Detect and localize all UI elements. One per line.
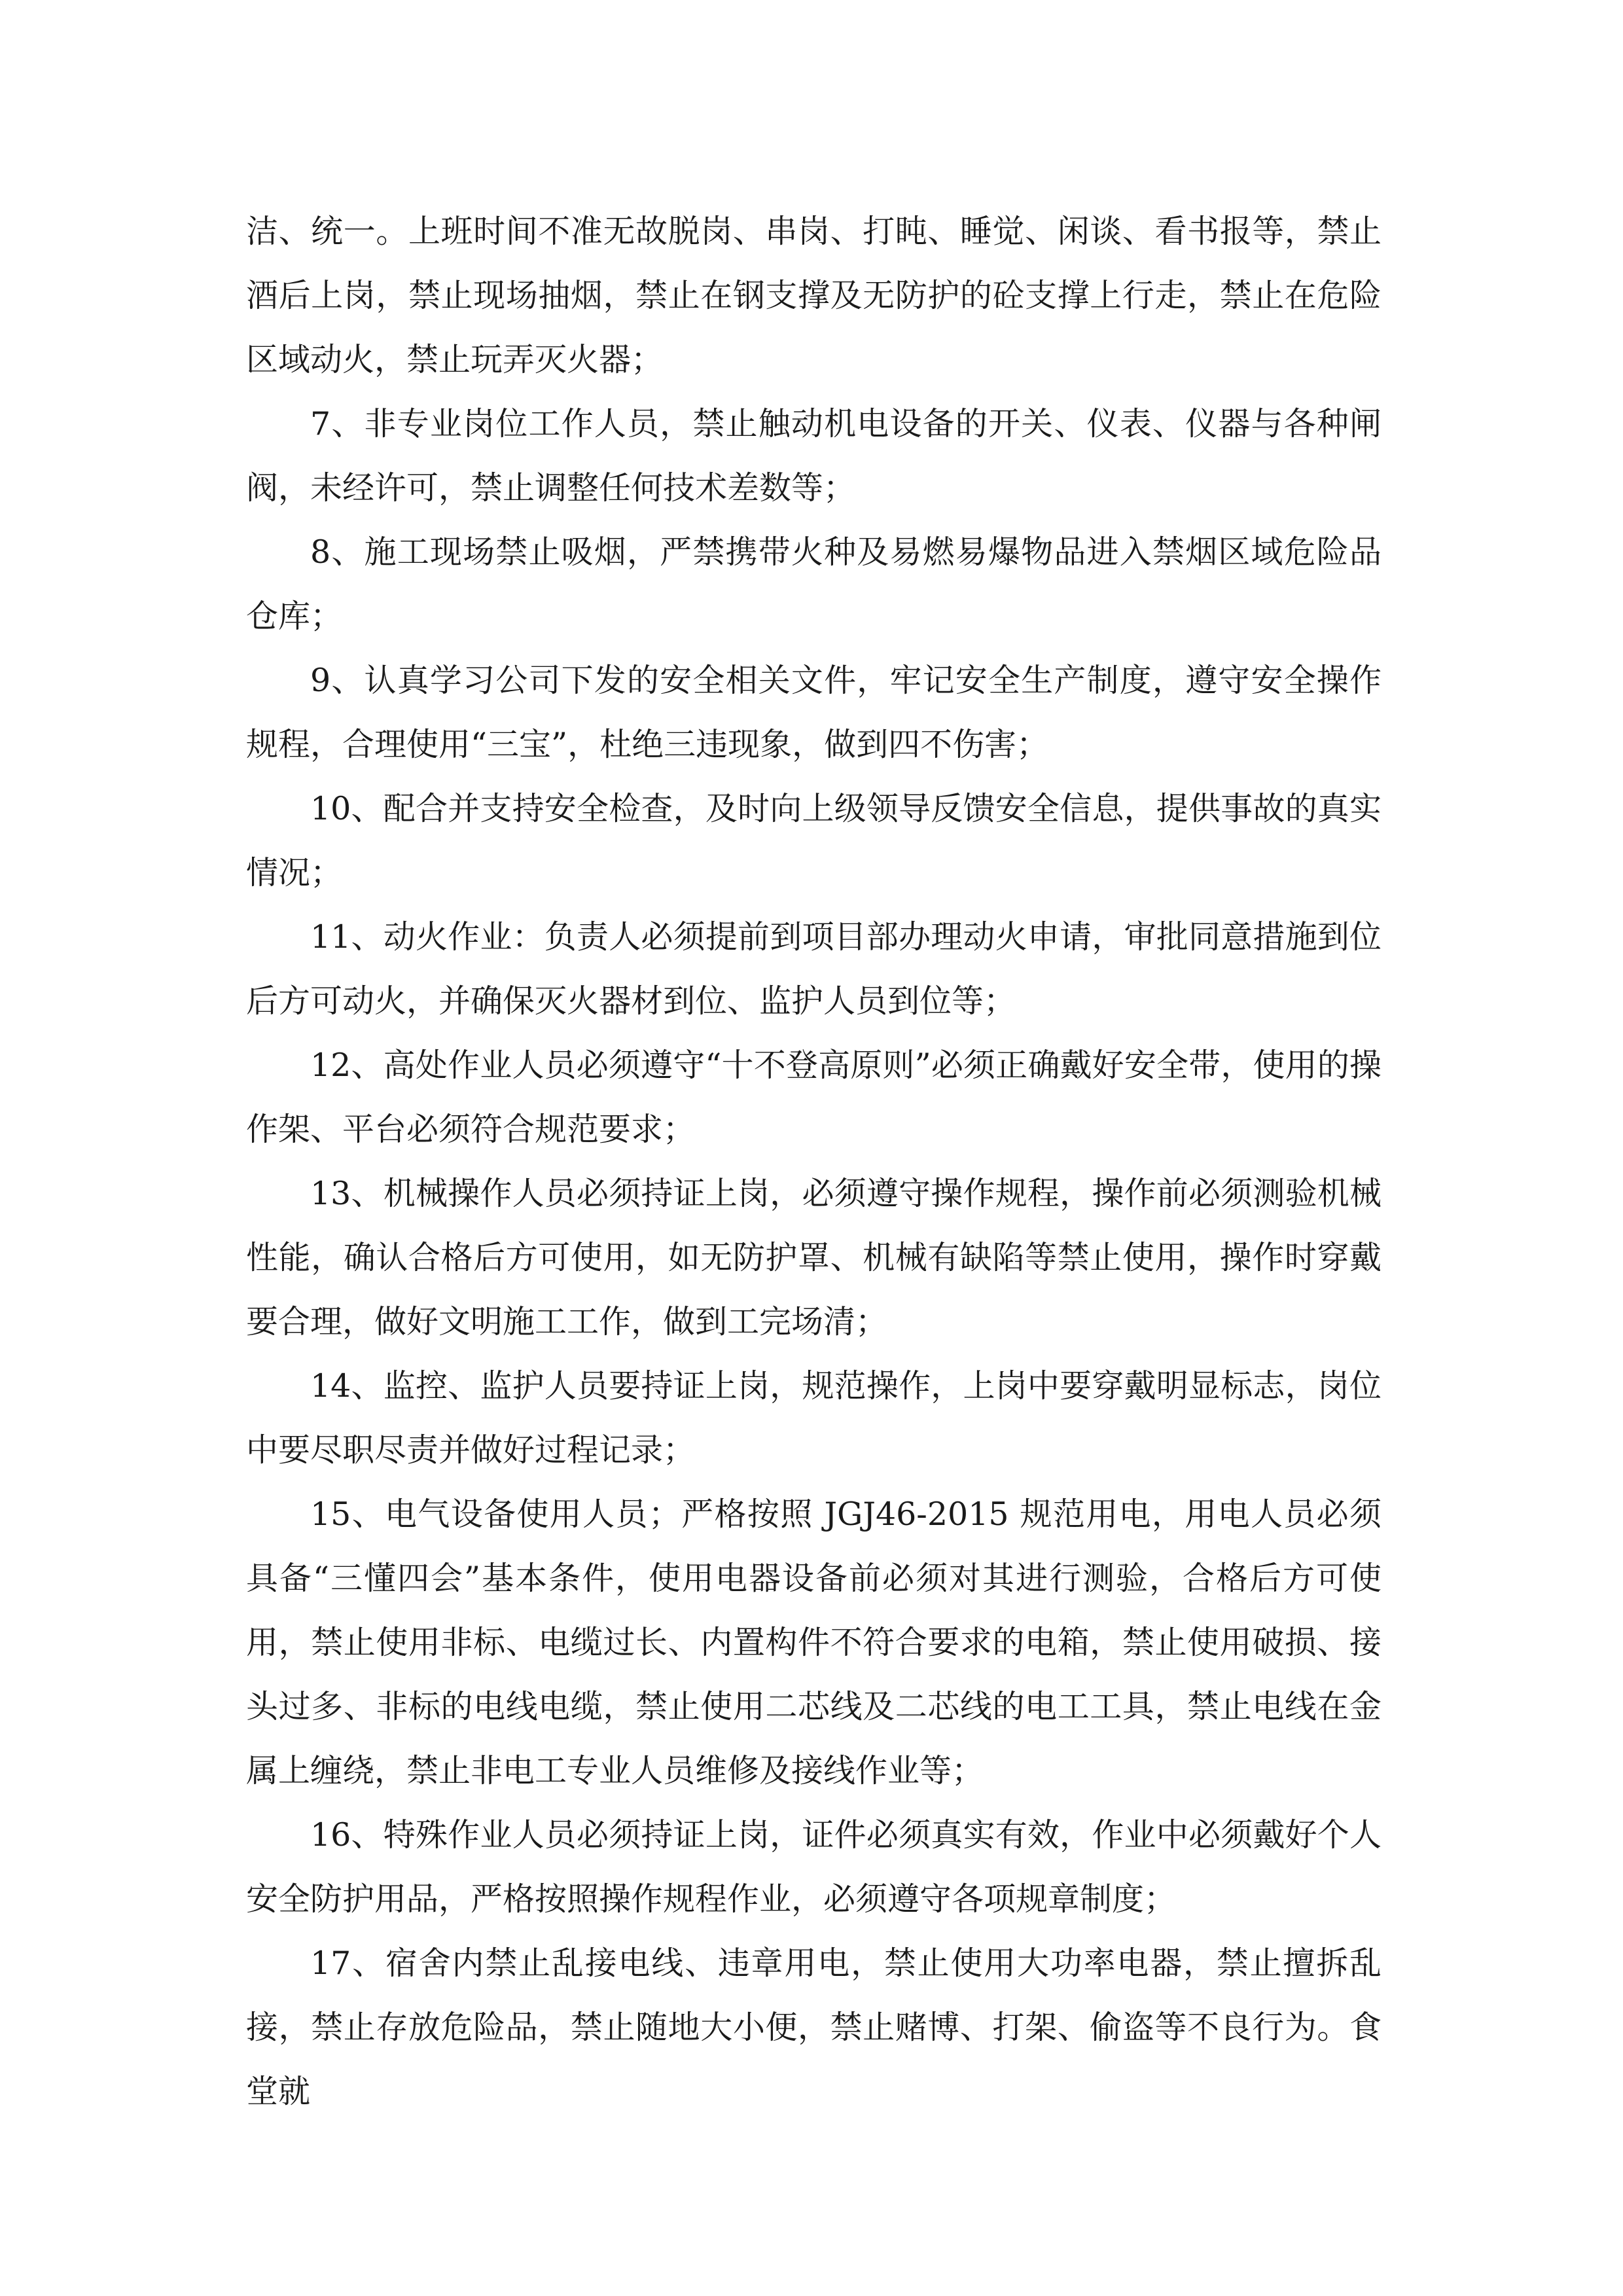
rule-item-8: 8、施工现场禁止吸烟，严禁携带火种及易燃易爆物品进入禁烟区域危险品仓库；: [246, 533, 1382, 635]
rule-item-16: 16、特殊作业人员必须持证上岗，证件必须真实有效，作业中必须戴好个人安全防护用品，严格按照操作规程作业，必须遵守各项规章制度；: [246, 1816, 1382, 1918]
paragraph-continuation: 洁、统一。上班时间不准无故脱岗、串岗、打盹、睡觉、闲谈、看书报等，禁止酒后上岗，禁止现场抽烟，禁止在钢支撑及无防护的砼支撑上行走，禁止在危险区域动火，禁止玩弄灭火器；: [246, 213, 1382, 378]
rule-item-17: 17、宿舍内禁止乱接电线、违章用电，禁止使用大功率电器，禁止擅拆乱接，禁止存放危险品，禁止随地大小便，禁止赌博、打架、偷盗等不良行为。食堂就: [246, 1945, 1382, 2110]
rule-item-12: 12、高处作业人员必须遵守“十不登高原则”必须正确戴好安全带，使用的操作架、平台必须符合规范要求；: [246, 1047, 1382, 1148]
rule-item-11: 11、动火作业：负责人必须提前到项目部办理动火申请，审批同意措施到位后方可动火，并确保灭火器材到位、监护人员到位等；: [246, 918, 1382, 1020]
rule-item-13: 13、机械操作人员必须持证上岗，必须遵守操作规程，操作前必须测验机械性能，确认合格后方可使用，如无防护罩、机械有缺陷等禁止使用，操作时穿戴要合理，做好文明施工工作，做到工完场清；: [246, 1175, 1382, 1340]
rule-item-7: 7、非专业岗位工作人员，禁止触动机电设备的开关、仪表、仪器与各种闸阀，未经许可，禁止调整任何技术差数等；: [246, 405, 1382, 507]
rule-item-14: 14、监控、监护人员要持证上岗，规范操作，上岗中要穿戴明显标志，岗位中要尽职尽责并做好过程记录；: [246, 1367, 1382, 1469]
document-body: [246, 200, 1382, 2124]
rule-item-15: 15、电气设备使用人员；严格按照 JGJ46-2015 规范用电，用电人员必须具备“三懂四会”基本条件，使用电器设备前必须对其进行测验，合格后方可使用，禁止使用非标、电缆过长、内置构件不符合要求的电箱，禁止使用破损、接头过多、非标的电线电缆，禁止使用二芯线及二芯线的电工工具，禁止电线在金属上缠绕，禁止非电工专业人员维修及接线作业等；: [246, 1496, 1382, 1789]
rule-item-10: 10、配合并支持安全检查，及时向上级领导反馈安全信息，提供事故的真实情况；: [246, 790, 1382, 891]
rule-item-9: 9、认真学习公司下发的安全相关文件，牢记安全生产制度，遵守安全操作规程，合理使用“三宝”，杜绝三违现象，做到四不伤害；: [246, 662, 1382, 763]
